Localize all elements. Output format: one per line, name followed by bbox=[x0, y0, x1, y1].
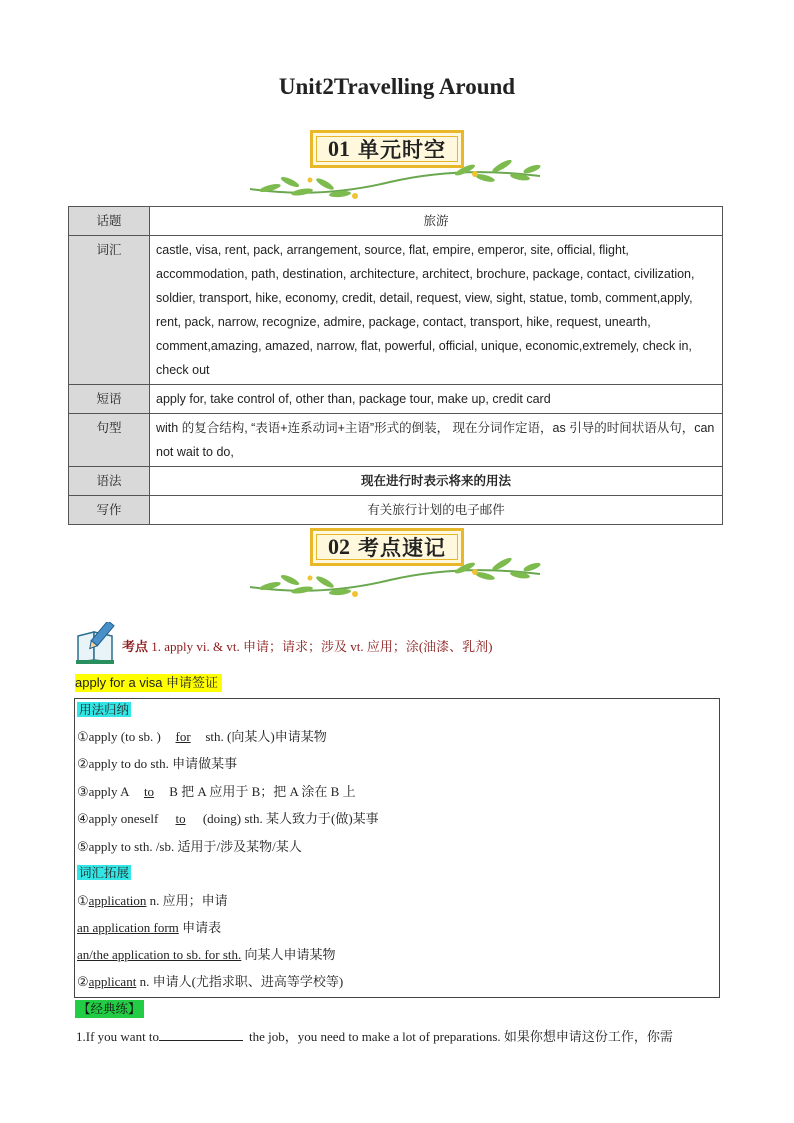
unit-overview-table bbox=[68, 206, 723, 525]
usage-title: 用法归纳 bbox=[79, 702, 130, 717]
usage-box bbox=[74, 698, 720, 998]
expand-title: 词汇拓展 bbox=[79, 865, 130, 880]
row-content: 旅游 bbox=[150, 207, 723, 236]
row-label: 写作 bbox=[69, 496, 150, 525]
usage-item bbox=[77, 728, 327, 746]
expand-text: n. 应用；申请 bbox=[146, 893, 228, 908]
expand-text: 申请表 bbox=[178, 920, 222, 935]
row-content: 现在进行时表示将来的用法 bbox=[150, 467, 723, 496]
example-phrase: apply for a visa 申请签证 bbox=[75, 674, 222, 692]
table-row bbox=[69, 385, 723, 414]
banner-label bbox=[310, 528, 464, 566]
usage-text: ①apply (to sb. ) bbox=[77, 729, 165, 744]
expand-text: n. 申请人(尤指求职、进高等学校等) bbox=[136, 974, 344, 989]
banner-text: 单元时空 bbox=[358, 138, 446, 162]
expand-text: ① bbox=[77, 893, 89, 908]
kaodian-label: 考点 bbox=[122, 640, 149, 655]
row-label: 短语 bbox=[69, 385, 150, 414]
banner-number: 01 bbox=[328, 136, 350, 161]
row-label: 语法 bbox=[69, 467, 150, 496]
banner-text: 考点速记 bbox=[358, 536, 446, 560]
usage-text: B 把 A 应用于 B；把 A 涂在 B 上 bbox=[166, 784, 356, 799]
expand-term: an/the application to sb. for sth. bbox=[77, 947, 242, 962]
exercise-text: 1.If you want to bbox=[76, 1029, 160, 1044]
expand-item bbox=[77, 946, 336, 964]
kaodian-heading bbox=[74, 622, 734, 666]
expand-term: application bbox=[88, 893, 147, 908]
usage-item bbox=[77, 755, 237, 773]
section-banner-2 bbox=[240, 524, 550, 594]
expand-text: 向某人申请某物 bbox=[241, 947, 336, 962]
usage-text: ④apply oneself bbox=[77, 811, 162, 826]
book-pencil-icon bbox=[74, 622, 118, 664]
answer-blank[interactable] bbox=[159, 1027, 243, 1041]
banner-label bbox=[310, 130, 464, 168]
table-row bbox=[69, 467, 723, 496]
usage-item bbox=[77, 838, 302, 856]
page-title: Unit2Travelling Around bbox=[278, 74, 516, 99]
row-content: with 的复合结构, “表语+连系动词+主语”形式的倒装， 现在分词作定语，as 引导的时间状语从句，can not wait to do, bbox=[150, 414, 723, 467]
row-label: 话题 bbox=[69, 207, 150, 236]
usage-text: ②apply to do sth. 申请做某事 bbox=[77, 756, 238, 771]
banner-number: 02 bbox=[328, 534, 350, 559]
row-content: castle, visa, rent, pack, arrangement, source, flat, empire, emperor, site, official, flight, accommodation, path, destination, architecture, architect, brochure, package, contact, civilization, soldier, transport, hike, economy, credit, detail, request, view, sight, statue, tomb, comment,apply, rent, pack, narrow, recognize, admire, package, contact, transport, hike, request, unearth, comment,amazing, amazed, narrow, flat, powerful, official, unique, economic,extremely, check in, check out bbox=[150, 236, 723, 385]
usage-text: (doing) sth. 某人致力于(做)某事 bbox=[199, 811, 379, 826]
usage-text: sth. (向某人)申请某物 bbox=[202, 729, 327, 744]
table-row bbox=[69, 207, 723, 236]
usage-item bbox=[77, 810, 379, 828]
exercise-1 bbox=[76, 1027, 673, 1047]
exercise-text: the job，you need to make a lot of preparations. 如果你想申请这份工作，你需 bbox=[249, 1029, 673, 1044]
row-content: apply for, take control of, other than, package tour, make up, credit card bbox=[150, 385, 723, 414]
row-label: 句型 bbox=[69, 414, 150, 467]
usage-text: ③apply A bbox=[77, 784, 132, 799]
row-content: 有关旅行计划的电子邮件 bbox=[150, 496, 723, 525]
row-label: 词汇 bbox=[69, 236, 150, 385]
table-row bbox=[69, 496, 723, 525]
expand-item bbox=[77, 973, 343, 991]
expand-text: ② bbox=[77, 974, 89, 989]
section-banner-1 bbox=[240, 126, 550, 196]
expand-item bbox=[77, 892, 228, 910]
kaodian-text: 1. apply vi. & vt. 申请；请求；涉及 vt. 应用；涂(油漆、乳剂) bbox=[151, 639, 493, 654]
usage-blank-answer: to bbox=[175, 811, 186, 826]
usage-item bbox=[77, 783, 356, 801]
expand-term: an application form bbox=[77, 920, 179, 935]
expand-item bbox=[77, 919, 221, 937]
usage-text: ⑤apply to sth. /sb. 适用于/涉及某物/某人 bbox=[77, 839, 302, 854]
usage-blank-answer: to bbox=[143, 784, 155, 799]
table-row bbox=[69, 236, 723, 385]
practice-tag: 【经典练】 bbox=[75, 1000, 144, 1018]
expand-term: applicant bbox=[88, 974, 137, 989]
table-row bbox=[69, 414, 723, 467]
usage-blank-answer: for bbox=[175, 729, 191, 744]
